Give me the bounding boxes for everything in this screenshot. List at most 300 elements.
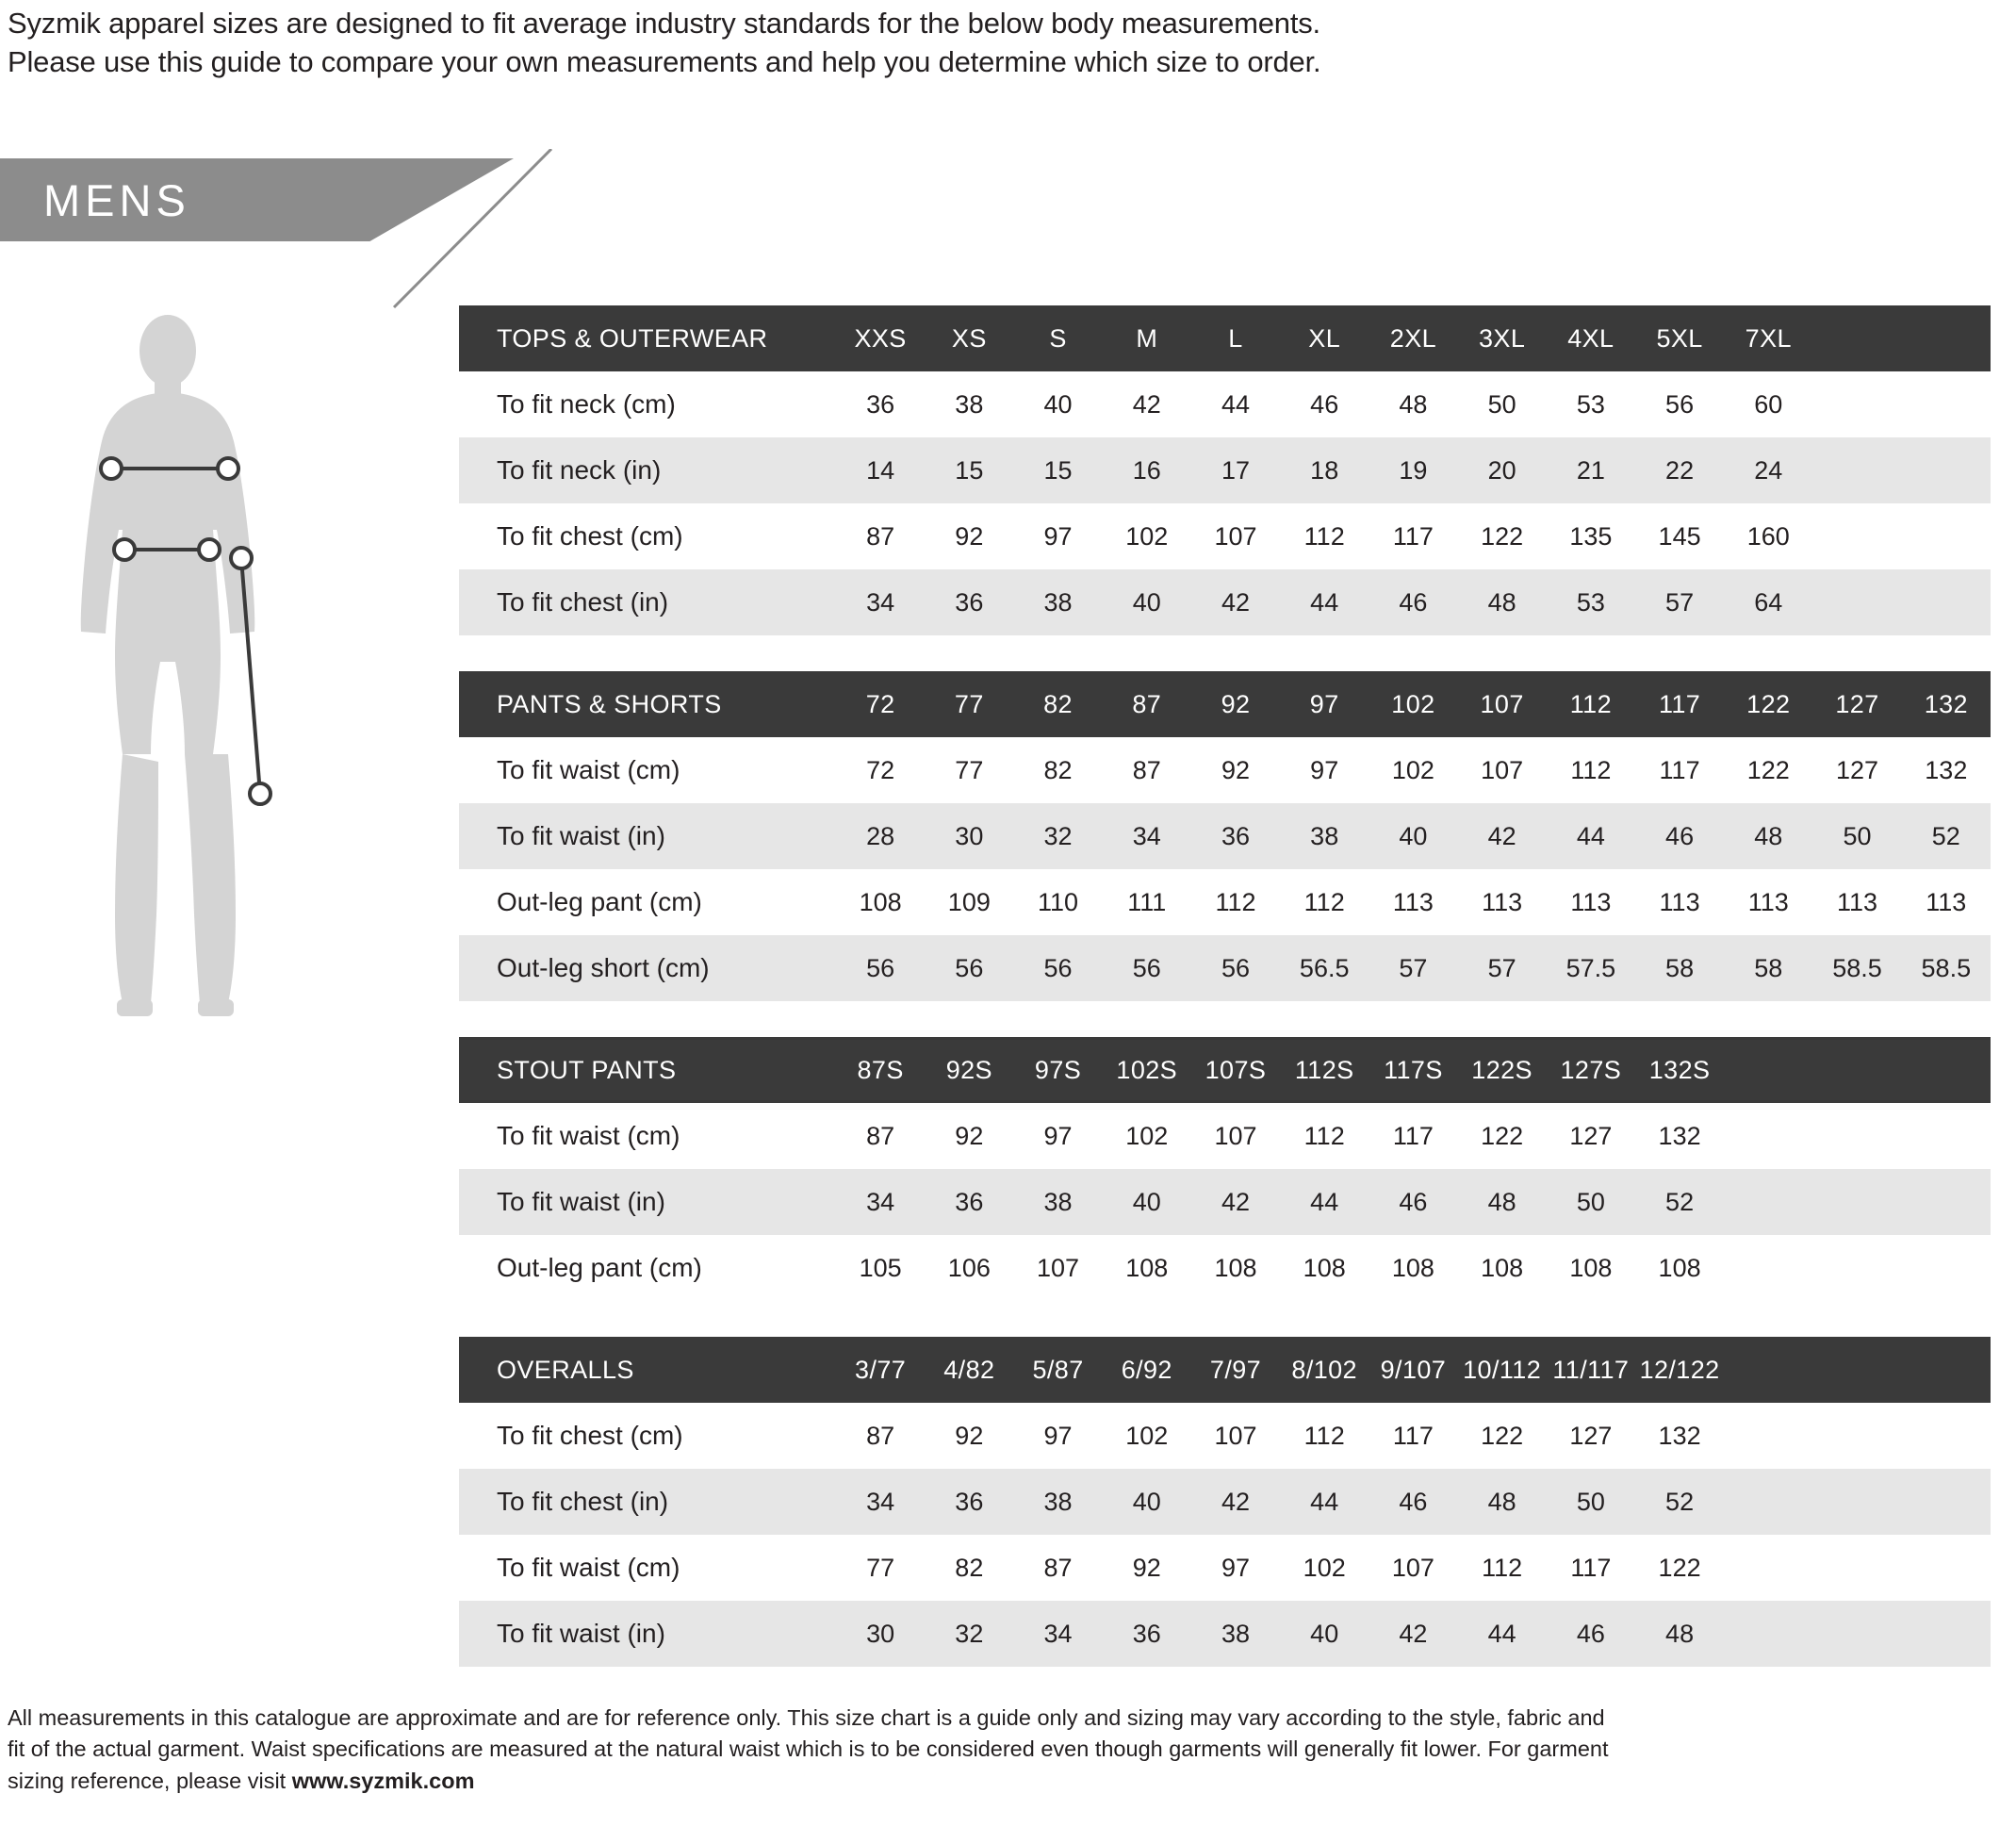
column-header: 11/117 xyxy=(1547,1337,1635,1403)
cell xyxy=(1724,1235,1812,1301)
cell: 42 xyxy=(1103,371,1191,437)
cell: 14 xyxy=(836,437,925,503)
column-header xyxy=(1724,1037,1812,1103)
cell: 102 xyxy=(1103,503,1191,569)
cell xyxy=(1724,1535,1812,1601)
cell: 42 xyxy=(1191,1469,1280,1535)
column-header: L xyxy=(1191,305,1280,371)
size-tables xyxy=(459,305,1991,1667)
intro-line-1: Syzmik apparel sizes are designed to fit average industry standards for the below body measurements. xyxy=(8,7,1320,40)
cell: 87 xyxy=(1103,737,1191,803)
column-header: 132S xyxy=(1635,1037,1724,1103)
footnote-line-2: fit of the actual garment. Waist specifications are measured at the natural waist which is to be considered even though garments will generally fit lower. For garment xyxy=(8,1736,1609,1762)
cell: 44 xyxy=(1191,371,1280,437)
column-header: 5/87 xyxy=(1013,1337,1102,1403)
row-label: Out-leg pant (cm) xyxy=(459,1235,836,1301)
cell: 56 xyxy=(1013,935,1102,1001)
column-header: 3/77 xyxy=(836,1337,925,1403)
cell xyxy=(1902,1535,1991,1601)
cell: 127 xyxy=(1812,737,1901,803)
cell: 40 xyxy=(1103,1469,1191,1535)
cell: 107 xyxy=(1191,1403,1280,1469)
column-header: S xyxy=(1013,305,1102,371)
cell xyxy=(1724,1403,1812,1469)
column-header: 7/97 xyxy=(1191,1337,1280,1403)
table-row xyxy=(459,371,1991,437)
cell: 127 xyxy=(1547,1403,1635,1469)
cell: 108 xyxy=(1103,1235,1191,1301)
cell: 57 xyxy=(1369,935,1457,1001)
cell: 38 xyxy=(1013,1469,1102,1535)
cell: 77 xyxy=(836,1535,925,1601)
table-title: PANTS & SHORTS xyxy=(459,671,836,737)
column-header: 77 xyxy=(925,671,1013,737)
table-title: STOUT PANTS xyxy=(459,1037,836,1103)
cell xyxy=(1902,371,1991,437)
cell: 40 xyxy=(1013,371,1102,437)
cell: 87 xyxy=(836,503,925,569)
cell xyxy=(1812,1103,1901,1169)
column-header: 82 xyxy=(1013,671,1102,737)
column-header: 4/82 xyxy=(925,1337,1013,1403)
table-title: OVERALLS xyxy=(459,1337,836,1403)
cell: 36 xyxy=(836,371,925,437)
cell: 42 xyxy=(1369,1601,1457,1667)
cell: 122 xyxy=(1635,1535,1724,1601)
cell: 21 xyxy=(1547,437,1635,503)
cell: 122 xyxy=(1458,503,1547,569)
cell: 97 xyxy=(1013,1403,1102,1469)
cell: 112 xyxy=(1547,737,1635,803)
column-header: 87S xyxy=(836,1037,925,1103)
footnote xyxy=(8,1703,2010,1797)
footnote-line-1: All measurements in this catalogue are approximate and are for reference only. This size chart is a guide only and sizing may vary according to the style, fabric and xyxy=(8,1705,1605,1730)
cell: 108 xyxy=(1280,1235,1369,1301)
cell: 30 xyxy=(925,803,1013,869)
column-header: 97 xyxy=(1280,671,1369,737)
table-row xyxy=(459,869,1991,935)
cell xyxy=(1812,1403,1901,1469)
cell xyxy=(1724,1103,1812,1169)
column-header: 107 xyxy=(1458,671,1547,737)
table-title: TOPS & OUTERWEAR xyxy=(459,305,836,371)
cell: 50 xyxy=(1812,803,1901,869)
cell: 46 xyxy=(1369,569,1457,635)
cell: 52 xyxy=(1635,1469,1724,1535)
cell: 108 xyxy=(1547,1235,1635,1301)
cell: 48 xyxy=(1724,803,1812,869)
cell: 38 xyxy=(1191,1601,1280,1667)
cell: 113 xyxy=(1547,869,1635,935)
column-header: 72 xyxy=(836,671,925,737)
table-row xyxy=(459,1169,1991,1235)
row-label: Out-leg short (cm) xyxy=(459,935,836,1001)
cell xyxy=(1724,1469,1812,1535)
cell: 64 xyxy=(1724,569,1812,635)
cell: 19 xyxy=(1369,437,1457,503)
cell: 38 xyxy=(1013,569,1102,635)
cell: 92 xyxy=(1103,1535,1191,1601)
table-header-row xyxy=(459,671,1991,737)
cell: 87 xyxy=(1013,1535,1102,1601)
banner-label: MENS xyxy=(43,175,190,225)
cell: 34 xyxy=(836,1469,925,1535)
table-row xyxy=(459,1103,1991,1169)
row-label: To fit waist (cm) xyxy=(459,737,836,803)
cell: 40 xyxy=(1280,1601,1369,1667)
row-label: To fit waist (in) xyxy=(459,1169,836,1235)
cell: 57 xyxy=(1635,569,1724,635)
cell: 110 xyxy=(1013,869,1102,935)
cell: 117 xyxy=(1547,1535,1635,1601)
cell: 30 xyxy=(836,1601,925,1667)
cell: 52 xyxy=(1902,803,1991,869)
cell: 36 xyxy=(925,569,1013,635)
cell: 44 xyxy=(1547,803,1635,869)
table-header-row xyxy=(459,305,1991,371)
cell: 60 xyxy=(1724,371,1812,437)
cell: 117 xyxy=(1635,737,1724,803)
cell: 53 xyxy=(1547,371,1635,437)
column-header: 107S xyxy=(1191,1037,1280,1103)
cell: 122 xyxy=(1724,737,1812,803)
cell: 108 xyxy=(1369,1235,1457,1301)
cell: 112 xyxy=(1280,503,1369,569)
cell xyxy=(1812,1235,1901,1301)
table-row xyxy=(459,1601,1991,1667)
cell: 77 xyxy=(925,737,1013,803)
table-row xyxy=(459,1403,1991,1469)
cell: 135 xyxy=(1547,503,1635,569)
cell: 56 xyxy=(1635,371,1724,437)
cell: 122 xyxy=(1458,1103,1547,1169)
cell: 36 xyxy=(925,1469,1013,1535)
row-label: To fit waist (cm) xyxy=(459,1103,836,1169)
cell: 105 xyxy=(836,1235,925,1301)
cell xyxy=(1902,569,1991,635)
column-header: 8/102 xyxy=(1280,1337,1369,1403)
cell: 112 xyxy=(1280,1103,1369,1169)
cell: 113 xyxy=(1635,869,1724,935)
cell: 132 xyxy=(1635,1103,1724,1169)
table-row xyxy=(459,503,1991,569)
cell: 112 xyxy=(1191,869,1280,935)
cell: 97 xyxy=(1280,737,1369,803)
column-header: 127S xyxy=(1547,1037,1635,1103)
table-row xyxy=(459,803,1991,869)
cell: 34 xyxy=(1103,803,1191,869)
cell xyxy=(1902,1235,1991,1301)
cell: 40 xyxy=(1369,803,1457,869)
cell: 122 xyxy=(1458,1403,1547,1469)
column-header xyxy=(1902,1037,1991,1103)
cell: 34 xyxy=(836,1169,925,1235)
cell: 82 xyxy=(1013,737,1102,803)
cell xyxy=(1812,1169,1901,1235)
cell: 92 xyxy=(925,503,1013,569)
cell: 132 xyxy=(1635,1403,1724,1469)
cell: 22 xyxy=(1635,437,1724,503)
cell xyxy=(1812,569,1901,635)
row-label: To fit chest (cm) xyxy=(459,1403,836,1469)
cell: 72 xyxy=(836,737,925,803)
cell: 117 xyxy=(1369,1103,1457,1169)
cell: 53 xyxy=(1547,569,1635,635)
table-row xyxy=(459,1469,1991,1535)
cell: 87 xyxy=(836,1403,925,1469)
column-header: 3XL xyxy=(1458,305,1547,371)
cell: 102 xyxy=(1103,1103,1191,1169)
cell: 145 xyxy=(1635,503,1724,569)
column-header: 92S xyxy=(925,1037,1013,1103)
column-header: 4XL xyxy=(1547,305,1635,371)
cell: 48 xyxy=(1458,569,1547,635)
cell: 102 xyxy=(1280,1535,1369,1601)
column-header xyxy=(1902,1337,1991,1403)
cell: 36 xyxy=(1191,803,1280,869)
column-header: 122S xyxy=(1458,1037,1547,1103)
cell: 50 xyxy=(1547,1469,1635,1535)
cell: 56 xyxy=(1191,935,1280,1001)
cell xyxy=(1724,1169,1812,1235)
table-pants-shorts xyxy=(459,671,1991,1001)
table-overalls xyxy=(459,1337,1991,1667)
cell: 58.5 xyxy=(1902,935,1991,1001)
cell: 82 xyxy=(925,1535,1013,1601)
column-header: 102 xyxy=(1369,671,1457,737)
cell: 58.5 xyxy=(1812,935,1901,1001)
cell: 38 xyxy=(925,371,1013,437)
row-label: Out-leg pant (cm) xyxy=(459,869,836,935)
table-header-row xyxy=(459,1037,1991,1103)
cell: 46 xyxy=(1635,803,1724,869)
cell: 34 xyxy=(1013,1601,1102,1667)
cell: 57.5 xyxy=(1547,935,1635,1001)
cell: 58 xyxy=(1635,935,1724,1001)
cell xyxy=(1902,1601,1991,1667)
cell: 97 xyxy=(1013,503,1102,569)
cell: 132 xyxy=(1902,737,1991,803)
cell: 113 xyxy=(1812,869,1901,935)
column-header: 117 xyxy=(1635,671,1724,737)
cell: 48 xyxy=(1458,1169,1547,1235)
cell: 57 xyxy=(1458,935,1547,1001)
column-header: 127 xyxy=(1812,671,1901,737)
cell: 17 xyxy=(1191,437,1280,503)
cell: 46 xyxy=(1547,1601,1635,1667)
cell: 127 xyxy=(1547,1103,1635,1169)
cell: 160 xyxy=(1724,503,1812,569)
cell: 117 xyxy=(1369,503,1457,569)
column-header: 117S xyxy=(1369,1037,1457,1103)
cell: 40 xyxy=(1103,569,1191,635)
cell xyxy=(1812,1601,1901,1667)
cell: 87 xyxy=(836,1103,925,1169)
cell: 50 xyxy=(1458,371,1547,437)
cell: 46 xyxy=(1280,371,1369,437)
cell: 36 xyxy=(1103,1601,1191,1667)
row-label: To fit chest (in) xyxy=(459,1469,836,1535)
cell: 102 xyxy=(1103,1403,1191,1469)
column-header: XL xyxy=(1280,305,1369,371)
column-header xyxy=(1724,1337,1812,1403)
body-measurement-figure xyxy=(57,311,330,1028)
column-header xyxy=(1812,1337,1901,1403)
cell: 117 xyxy=(1369,1403,1457,1469)
cell: 56 xyxy=(1103,935,1191,1001)
column-header: 10/112 xyxy=(1458,1337,1547,1403)
cell: 112 xyxy=(1280,1403,1369,1469)
website-link[interactable]: www.syzmik.com xyxy=(291,1768,475,1793)
column-header: XXS xyxy=(836,305,925,371)
row-label: To fit neck (in) xyxy=(459,437,836,503)
column-header: 2XL xyxy=(1369,305,1457,371)
cell: 52 xyxy=(1635,1169,1724,1235)
table-row xyxy=(459,737,1991,803)
cell: 48 xyxy=(1635,1601,1724,1667)
table-tops-outerwear xyxy=(459,305,1991,635)
cell xyxy=(1812,1535,1901,1601)
cell: 34 xyxy=(836,569,925,635)
cell: 24 xyxy=(1724,437,1812,503)
column-header: 7XL xyxy=(1724,305,1812,371)
cell: 40 xyxy=(1103,1169,1191,1235)
row-label: To fit neck (cm) xyxy=(459,371,836,437)
cell xyxy=(1902,1403,1991,1469)
table-row xyxy=(459,437,1991,503)
cell: 38 xyxy=(1280,803,1369,869)
row-label: To fit waist (cm) xyxy=(459,1535,836,1601)
cell: 44 xyxy=(1280,1169,1369,1235)
row-label: To fit chest (in) xyxy=(459,569,836,635)
cell xyxy=(1812,1469,1901,1535)
banner-diagonal-line xyxy=(377,149,622,314)
column-header: 122 xyxy=(1724,671,1812,737)
cell: 46 xyxy=(1369,1469,1457,1535)
cell: 107 xyxy=(1191,1103,1280,1169)
row-label: To fit chest (cm) xyxy=(459,503,836,569)
cell: 32 xyxy=(1013,803,1102,869)
cell: 48 xyxy=(1369,371,1457,437)
cell: 97 xyxy=(1191,1535,1280,1601)
column-header: 87 xyxy=(1103,671,1191,737)
cell: 106 xyxy=(925,1235,1013,1301)
intro-text xyxy=(8,4,1987,81)
row-label: To fit waist (in) xyxy=(459,803,836,869)
cell xyxy=(1812,437,1901,503)
table-row xyxy=(459,1535,1991,1601)
cell: 50 xyxy=(1547,1169,1635,1235)
cell: 15 xyxy=(1013,437,1102,503)
footnote-line-3-prefix: sizing reference, please visit xyxy=(8,1768,292,1793)
mens-banner xyxy=(0,149,565,281)
cell: 36 xyxy=(925,1169,1013,1235)
cell: 42 xyxy=(1191,569,1280,635)
cell: 107 xyxy=(1458,737,1547,803)
cell: 108 xyxy=(1458,1235,1547,1301)
cell: 107 xyxy=(1013,1235,1102,1301)
cell: 107 xyxy=(1191,503,1280,569)
table-row xyxy=(459,935,1991,1001)
cell: 92 xyxy=(925,1403,1013,1469)
table-row xyxy=(459,1235,1991,1301)
cell: 18 xyxy=(1280,437,1369,503)
cell: 44 xyxy=(1280,569,1369,635)
cell: 113 xyxy=(1724,869,1812,935)
cell: 44 xyxy=(1280,1469,1369,1535)
cell xyxy=(1902,1469,1991,1535)
body-silhouette xyxy=(81,315,255,1016)
cell xyxy=(1902,1169,1991,1235)
cell: 111 xyxy=(1103,869,1191,935)
footnote-line-3 xyxy=(8,1766,2010,1797)
cell: 113 xyxy=(1458,869,1547,935)
column-header: 112 xyxy=(1547,671,1635,737)
column-header: 102S xyxy=(1103,1037,1191,1103)
cell: 92 xyxy=(925,1103,1013,1169)
cell: 56.5 xyxy=(1280,935,1369,1001)
table-header-row xyxy=(459,1337,1991,1403)
column-header: M xyxy=(1103,305,1191,371)
row-label: To fit waist (in) xyxy=(459,1601,836,1667)
cell: 56 xyxy=(836,935,925,1001)
cell: 15 xyxy=(925,437,1013,503)
cell xyxy=(1902,503,1991,569)
column-header: XS xyxy=(925,305,1013,371)
cell xyxy=(1812,371,1901,437)
intro-line-2: Please use this guide to compare your own measurements and help you determine which size to order. xyxy=(8,45,1321,79)
cell: 16 xyxy=(1103,437,1191,503)
cell: 113 xyxy=(1369,869,1457,935)
column-header: 12/122 xyxy=(1635,1337,1724,1403)
cell: 92 xyxy=(1191,737,1280,803)
cell: 112 xyxy=(1458,1535,1547,1601)
cell: 48 xyxy=(1458,1469,1547,1535)
cell: 108 xyxy=(836,869,925,935)
cell: 56 xyxy=(925,935,1013,1001)
cell: 109 xyxy=(925,869,1013,935)
cell: 28 xyxy=(836,803,925,869)
column-header xyxy=(1902,305,1991,371)
cell: 44 xyxy=(1458,1601,1547,1667)
cell: 108 xyxy=(1635,1235,1724,1301)
table-row xyxy=(459,569,1991,635)
cell: 20 xyxy=(1458,437,1547,503)
cell: 97 xyxy=(1013,1103,1102,1169)
cell: 42 xyxy=(1458,803,1547,869)
column-header xyxy=(1812,1037,1901,1103)
cell: 113 xyxy=(1902,869,1991,935)
column-header: 112S xyxy=(1280,1037,1369,1103)
cell: 107 xyxy=(1369,1535,1457,1601)
table-stout-pants xyxy=(459,1037,1991,1301)
cell: 58 xyxy=(1724,935,1812,1001)
column-header: 5XL xyxy=(1635,305,1724,371)
cell xyxy=(1902,1103,1991,1169)
column-header: 97S xyxy=(1013,1037,1102,1103)
cell: 42 xyxy=(1191,1169,1280,1235)
column-header: 132 xyxy=(1902,671,1991,737)
cell: 112 xyxy=(1280,869,1369,935)
cell: 108 xyxy=(1191,1235,1280,1301)
column-header: 92 xyxy=(1191,671,1280,737)
cell: 102 xyxy=(1369,737,1457,803)
column-header xyxy=(1812,305,1901,371)
column-header: 6/92 xyxy=(1103,1337,1191,1403)
cell: 38 xyxy=(1013,1169,1102,1235)
cell: 32 xyxy=(925,1601,1013,1667)
cell xyxy=(1902,437,1991,503)
